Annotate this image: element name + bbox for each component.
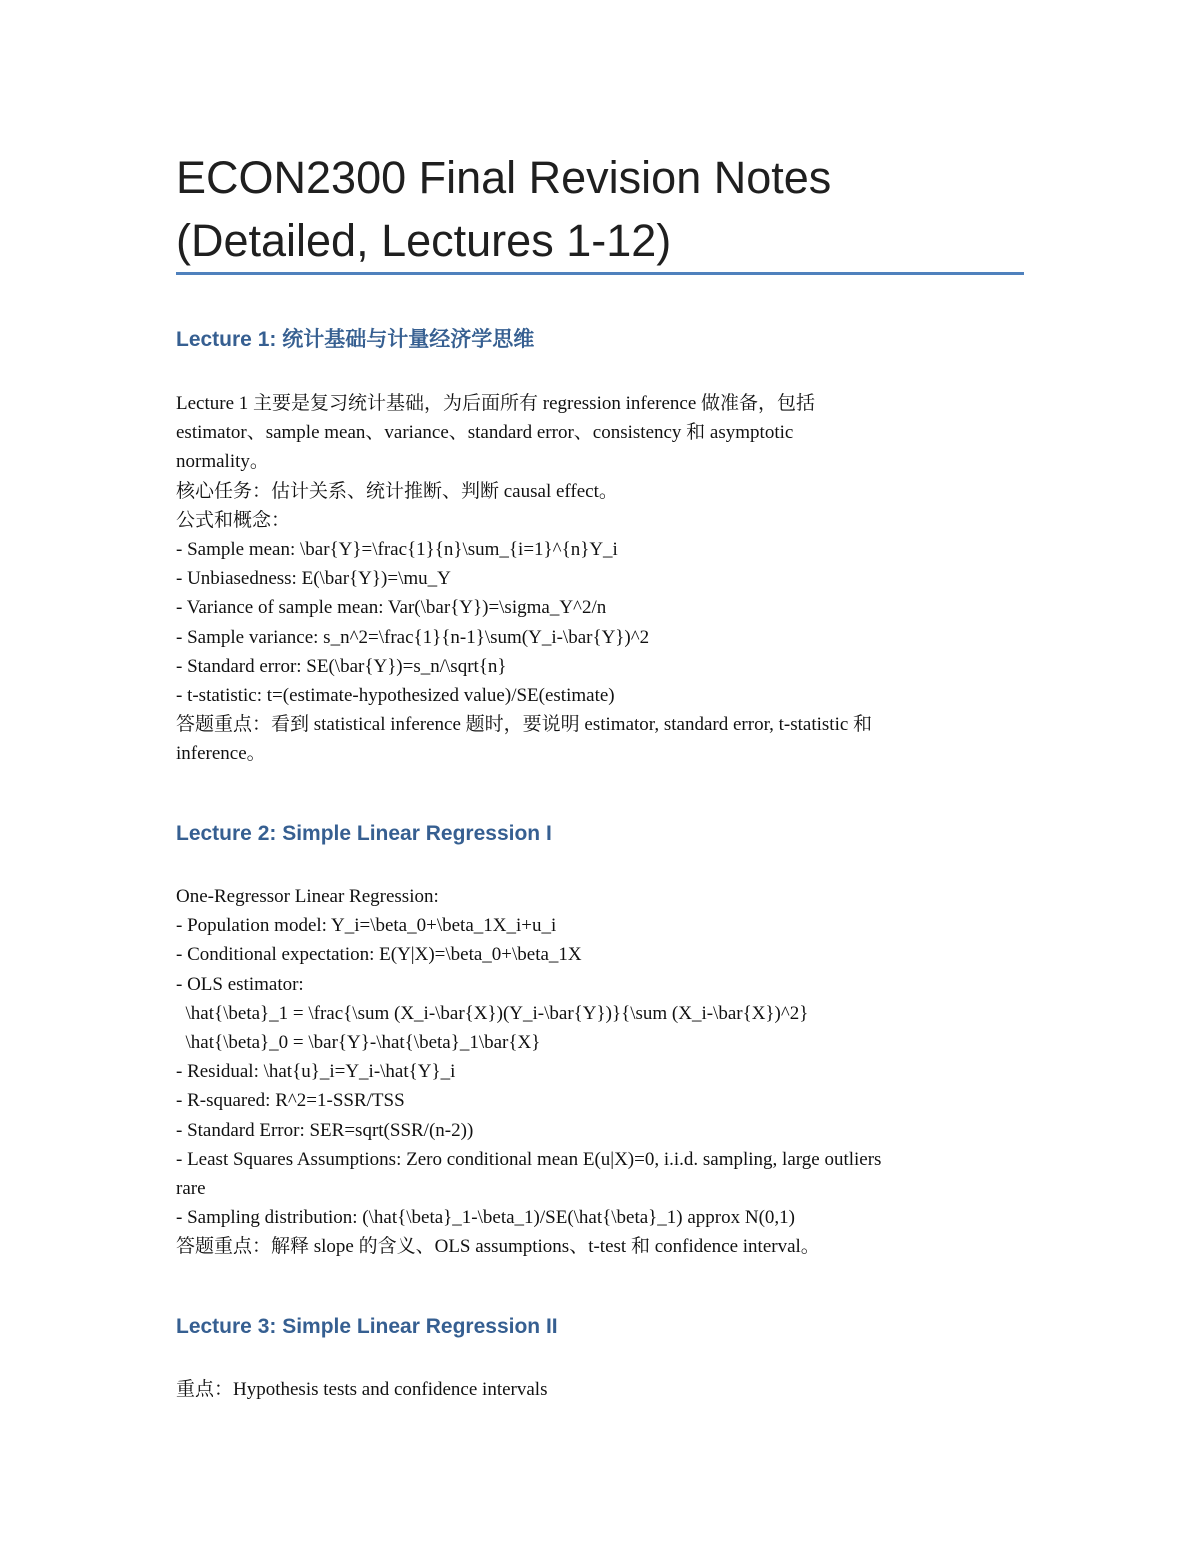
formula-line: - Sample mean: \bar{Y}=\frac{1}{n}\sum_{i=1}^{n}Y_i — [176, 539, 618, 561]
formula-line: \hat{\beta}_1 = \frac{\sum (X_i-\bar{X})(Y_i-\bar{Y})}{\sum (X_i-\bar{X})^2} — [176, 1002, 809, 1024]
formula-line: - Unbiasedness: E(\bar{Y})=\mu_Y — [176, 568, 451, 590]
section-heading-lecture-3: Lecture 3: Simple Linear Regression II — [176, 1315, 558, 1338]
text-line: 答题重点：解释 slope 的含义、OLS assumptions、t-test 和 confidence interval。 — [176, 1236, 820, 1258]
formula-line: - Conditional expectation: E(Y|X)=\beta_0+\beta_1X — [176, 944, 582, 966]
formula-line: - Standard Error: SER=sqrt(SSR/(n-2)) — [176, 1119, 474, 1141]
text-line: rare — [176, 1178, 206, 1200]
text-line: 重点：Hypothesis tests and confidence intervals — [176, 1379, 548, 1400]
formula-line: - Variance of sample mean: Var(\bar{Y})=\sigma_Y^2/n — [176, 597, 607, 619]
title-line-2: (Detailed, Lectures 1-12) — [176, 215, 672, 266]
text-line: inference。 — [176, 743, 266, 765]
section-body-lecture-2 — [176, 882, 1026, 1262]
text-line: 核心任务：估计关系、统计推断、判断 causal effect。 — [176, 480, 618, 502]
text-line: 答题重点：看到 statistical inference 题时，要说明 estimator, standard error, t-statistic 和 — [176, 714, 873, 736]
section-body-lecture-3 — [176, 1375, 1026, 1404]
formula-line: - t-statistic: t=(estimate-hypothesized value)/SE(estimate) — [176, 685, 615, 707]
title-line-1: ECON2300 Final Revision Notes — [176, 152, 832, 203]
section-body-lecture-1 — [176, 389, 1026, 769]
formula-line: - OLS estimator: — [176, 973, 304, 995]
formula-line: - R-squared: R^2=1-SSR/TSS — [176, 1090, 405, 1112]
text-line: - Least Squares Assumptions: Zero conditional mean E(u|X)=0, i.i.d. sampling, large outliers — [176, 1148, 882, 1170]
text-line: normality。 — [176, 451, 269, 473]
text-line: 公式和概念： — [176, 509, 291, 531]
formula-line: - Sample variance: s_n^2=\frac{1}{n-1}\sum(Y_i-\bar{Y})^2 — [176, 626, 650, 648]
section-heading-lecture-1: Lecture 1: 统计基础与计量经济学思维 — [176, 328, 535, 351]
title-underline — [176, 272, 1024, 275]
document-title — [176, 146, 1036, 272]
formula-line: - Residual: \hat{u}_i=Y_i-\hat{Y}_i — [176, 1061, 456, 1083]
formula-line: - Population model: Y_i=\beta_0+\beta_1X_i+u_i — [176, 915, 557, 937]
formula-line: - Sampling distribution: (\hat{\beta}_1-\beta_1)/SE(\hat{\beta}_1) approx N(0,1) — [176, 1207, 796, 1229]
text-line: estimator、sample mean、variance、standard error、consistency 和 asymptotic — [176, 422, 794, 444]
text-line: Lecture 1 主要是复习统计基础，为后面所有 regression inference 做准备，包括 — [176, 393, 816, 414]
text-line: One-Regressor Linear Regression: — [176, 886, 439, 907]
formula-line: \hat{\beta}_0 = \bar{Y}-\hat{\beta}_1\bar{X} — [176, 1032, 541, 1054]
formula-line: - Standard error: SE(\bar{Y})=s_n/\sqrt{n} — [176, 655, 507, 677]
section-heading-lecture-2: Lecture 2: Simple Linear Regression I — [176, 822, 552, 845]
